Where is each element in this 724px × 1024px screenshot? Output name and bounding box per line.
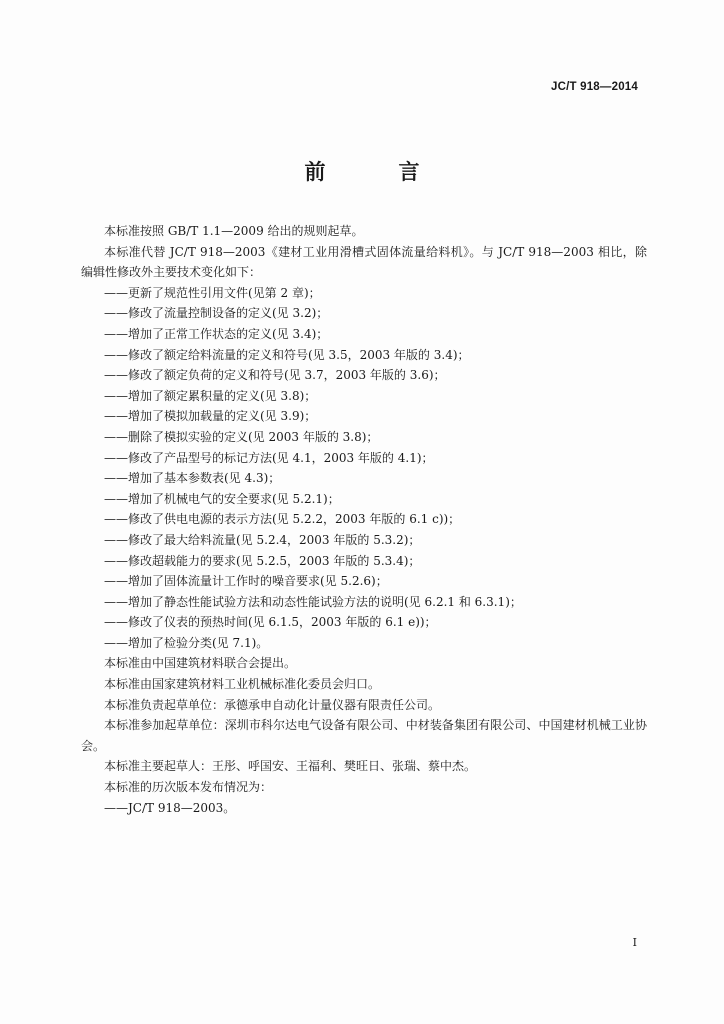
- change-item: ——增加了额定累积量的定义(见 3.8)；: [104, 388, 317, 403]
- change-item: ——修改了供电电源的表示方法(见 5.2.2，2003 年版的 6.1 c))；: [104, 512, 461, 527]
- change-item: ——增加了静态性能试验方法和动态性能试验方法的说明(见 6.2.1 和 6.3.1)；: [104, 594, 522, 609]
- paragraph-managed-by: 本标准由国家建筑材料工业机械标准化委员会归口。: [104, 677, 381, 692]
- paragraph-participating-units: 本标准参加起草单位：深圳市科尔达电气设备有限公司、中材装备集团有限公司、中国建材机械工业协会。: [81, 718, 647, 753]
- change-item: ——修改了额定给料流量的定义和符号(见 3.5，2003 年版的 3.4)；: [104, 347, 470, 362]
- change-item: ——增加了模拟加载量的定义(见 3.9)；: [104, 409, 317, 424]
- paragraph-drafting-rules: 本标准按照 GB/T 1.1—2009 给出的规则起草。: [104, 224, 364, 238]
- change-item: ——增加了正常工作状态的定义(见 3.4)；: [104, 326, 329, 341]
- change-item: ——修改了流量控制设备的定义(见 3.2)；: [104, 306, 329, 321]
- change-item: ——删除了模拟实验的定义(见 2003 年版的 3.8)；: [104, 429, 379, 444]
- change-item: ——修改超载能力的要求(见 5.2.5，2003 年版的 5.3.4)；: [104, 553, 421, 568]
- history-item: ——JC/T 918—2003。: [104, 800, 236, 815]
- change-item: ——增加了基本参数表(见 4.3)；: [104, 471, 281, 486]
- paragraph-replacement: 本标准代替 JC/T 918—2003《建材工业用滑槽式固体流量给料机》。与 JC/T 918—2003 相比，除编辑性修改外主要技术变化如下：: [81, 244, 647, 280]
- paragraph-proposed-by: 本标准由中国建筑材料联合会提出。: [104, 656, 297, 671]
- change-item: ——修改了最大给料流量(见 5.2.4，2003 年版的 5.3.2)；: [104, 532, 421, 547]
- change-item: ——更新了规范性引用文件(见第 2 章)；: [104, 285, 321, 300]
- foreword-body: [81, 221, 647, 818]
- change-item: ——修改了产品型号的标记方法(见 4.1，2003 年版的 4.1)；: [104, 450, 434, 465]
- change-item: ——增加了固体流量计工作时的噪音要求(见 5.2.6)；: [104, 574, 388, 589]
- change-item: ——增加了机械电气的安全要求(见 5.2.1)；: [104, 491, 340, 506]
- paragraph-drafting-unit: 本标准负责起草单位：承德承申自动化计量仪器有限责任公司。: [104, 697, 441, 712]
- paragraph-drafters: 本标准主要起草人：王彤、呼国安、王福利、樊旺日、张瑞、蔡中杰。: [104, 759, 477, 774]
- page-title: 前 言: [304, 160, 446, 184]
- paragraph-history-intro: 本标准的历次版本发布情况为：: [104, 780, 273, 795]
- change-item: ——修改了仪表的预热时间(见 6.1.5，2003 年版的 6.1 e))；: [104, 615, 437, 630]
- page-number: I: [632, 936, 637, 949]
- change-item: ——增加了检验分类(见 7.1)。: [104, 635, 269, 650]
- standard-code: JC/T 918—2014: [551, 81, 638, 93]
- change-item: ——修改了额定负荷的定义和符号(见 3.7，2003 年版的 3.6)；: [104, 368, 446, 383]
